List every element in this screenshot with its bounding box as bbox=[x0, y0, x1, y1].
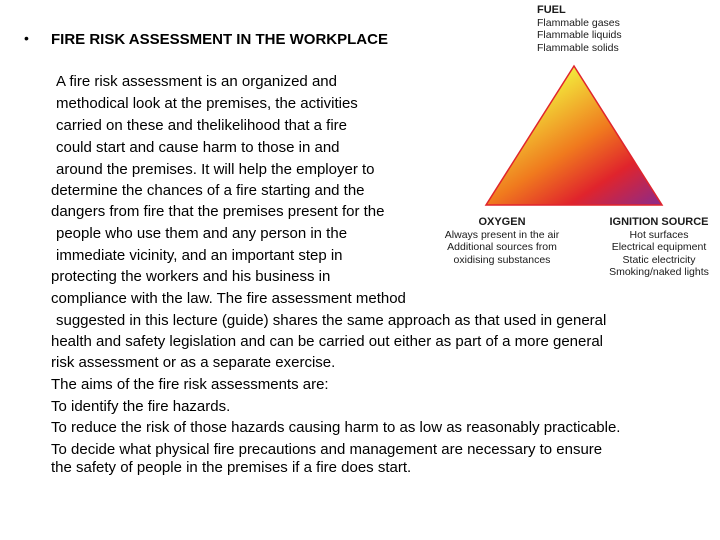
body-line: The aims of the fire risk assessments are: bbox=[51, 376, 329, 393]
slide-heading: FIRE RISK ASSESSMENT IN THE WORKPLACE bbox=[51, 31, 388, 48]
ignition-title: IGNITION SOURCE bbox=[609, 216, 709, 228]
body-line: health and safety legislation and can be carried out either as part of a more general bbox=[51, 333, 604, 350]
body-line: dangers from fire that the premises present for the bbox=[51, 203, 385, 220]
bullet-marker: • bbox=[24, 30, 29, 46]
oxygen-item: Additional sources from bbox=[447, 241, 557, 253]
oxygen-title: OXYGEN bbox=[478, 216, 526, 228]
body-line: people who use them and any person in the bbox=[56, 225, 348, 242]
body-line: immediate vicinity, and an important step in bbox=[56, 247, 343, 264]
body-line: methodical look at the premises, the activities bbox=[56, 95, 358, 112]
body-line: protecting the workers and his business in bbox=[51, 268, 331, 285]
body-line: carried on these and thelikelihood that a fire bbox=[56, 117, 348, 134]
fuel-item: Flammable solids bbox=[537, 41, 619, 54]
fuel-item: Flammable liquids bbox=[537, 29, 622, 41]
ignition-item: Electrical equipment bbox=[611, 241, 707, 253]
fuel-title: FUEL bbox=[537, 4, 566, 16]
body-line: A fire risk assessment is an organized and bbox=[56, 73, 337, 90]
ignition-item: Smoking/naked lights bbox=[609, 266, 709, 278]
fuel-item: Flammable gases bbox=[537, 16, 620, 29]
body-line: determine the chances of a fire starting and the bbox=[51, 182, 365, 199]
body-line: the safety of people in the premises if a fire does start. bbox=[51, 459, 412, 476]
body-line: To decide what physical fire precautions and management are necessary to ensure bbox=[51, 441, 603, 458]
body-line: could start and cause harm to those in and bbox=[56, 139, 340, 156]
body-line: risk assessment or as a separate exercise. bbox=[51, 354, 336, 371]
ignition-item: Hot surfaces bbox=[629, 228, 689, 241]
fuel-label-block bbox=[537, 4, 622, 54]
body-line: around the premises. It will help the employer to bbox=[56, 161, 375, 178]
oxygen-item: Always present in the air bbox=[444, 228, 560, 241]
fire-triangle-shape bbox=[486, 66, 662, 205]
oxygen-item: oxidising substances bbox=[453, 253, 551, 266]
ignition-label-block bbox=[601, 216, 717, 279]
oxygen-label-block bbox=[436, 216, 568, 266]
body-line: To identify the fire hazards. bbox=[51, 398, 231, 415]
ignition-item: Static electricity bbox=[622, 253, 696, 266]
body-line: suggested in this lecture (guide) shares the same approach as that used in general bbox=[56, 312, 607, 329]
body-line: To reduce the risk of those hazards causing harm to as low as reasonably practicable. bbox=[51, 419, 621, 436]
body-line: compliance with the law. The fire assessment method bbox=[51, 290, 406, 307]
